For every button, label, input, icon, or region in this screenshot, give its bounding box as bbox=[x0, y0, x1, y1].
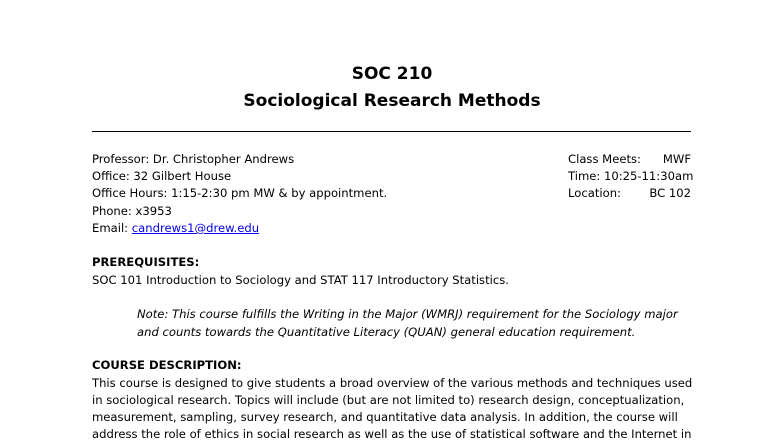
location-value: BC 102 bbox=[649, 186, 691, 200]
header-divider bbox=[92, 131, 691, 132]
class-meets-label: Class Meets: bbox=[568, 152, 641, 166]
email-label: Email: bbox=[92, 221, 132, 235]
description-line: measurement, sampling, survey research, and quantitative data analysis. In addition, the course will bbox=[92, 410, 678, 424]
phone-line: Phone: x3953 bbox=[92, 204, 172, 218]
prerequisites-text: SOC 101 Introduction to Sociology and STAT 117 Introductory Statistics. bbox=[92, 273, 509, 287]
class-time: Time: 10:25-11:30am bbox=[568, 169, 694, 183]
course-title: Sociological Research Methods bbox=[243, 91, 541, 111]
email-line bbox=[92, 220, 259, 237]
office-hours-line: Office Hours: 1:15-2:30 pm MW & by appointment. bbox=[92, 186, 388, 200]
note-line-2: and counts towards the Quantitative Literacy (QUAN) general education requirement. bbox=[137, 325, 636, 339]
description-line: This course is designed to give students a broad overview of the various methods and techniques used bbox=[92, 376, 693, 390]
location-label: Location: bbox=[568, 186, 621, 200]
email-link[interactable]: candrews1@drew.edu bbox=[131, 221, 260, 235]
course-code: SOC 210 bbox=[351, 64, 433, 84]
description-heading: COURSE DESCRIPTION: bbox=[92, 358, 242, 372]
description-line: in sociological research. Topics will include (but are not limited to) research design, conceptualization, bbox=[92, 393, 685, 407]
class-meets-value: MWF bbox=[662, 152, 691, 166]
description-line: address the role of ethics in social research as well as the use of statistical software and the Internet in bbox=[92, 427, 692, 441]
note-line-1: Note: This course fulfills the Writing in the Major (WMRJ) requirement for the Sociology major bbox=[137, 307, 678, 321]
professor-line: Professor: Dr. Christopher Andrews bbox=[92, 152, 295, 166]
prerequisites-heading: PREREQUISITES: bbox=[92, 255, 200, 269]
office-line: Office: 32 Gilbert House bbox=[92, 169, 232, 183]
